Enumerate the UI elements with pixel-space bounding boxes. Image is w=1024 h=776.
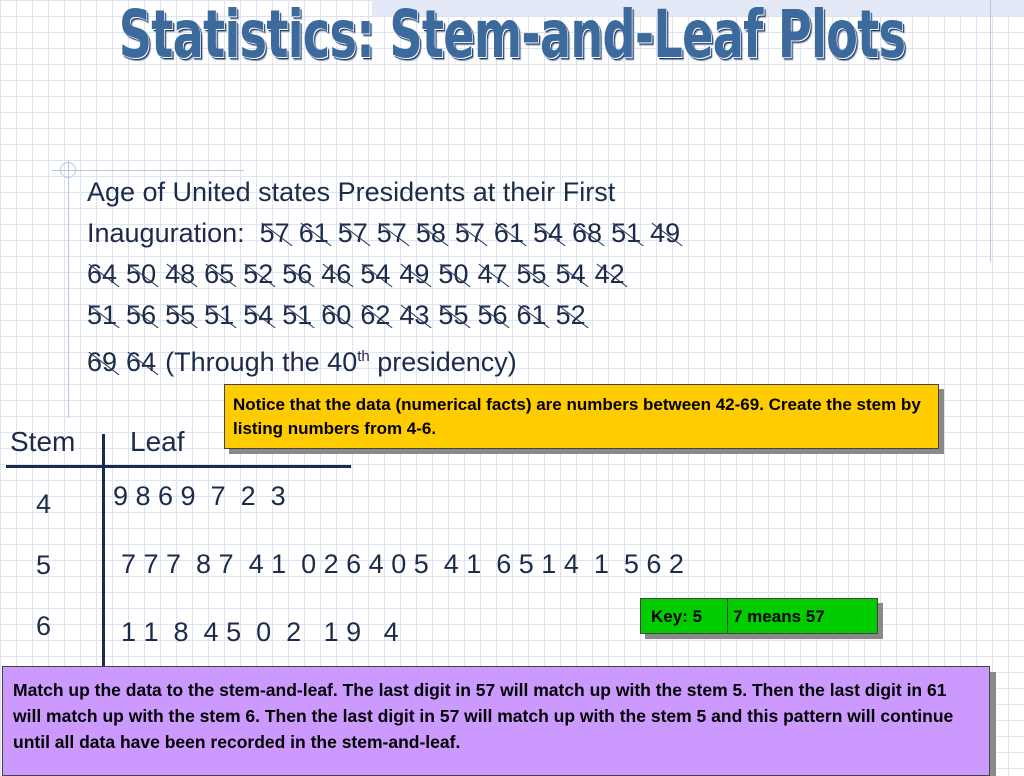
age-value: 60 (321, 295, 351, 336)
age-value: 62 (360, 295, 390, 336)
presidency-note-end: presidency) (369, 347, 517, 377)
ages-line-5 (87, 342, 165, 383)
decor-vertical-line-right (990, 0, 991, 262)
age-value: 58 (416, 213, 446, 254)
age-value: 42 (595, 254, 625, 295)
age-value: 68 (572, 213, 602, 254)
presidency-note: (Through the 40 (165, 347, 358, 377)
age-value: 57 (260, 213, 290, 254)
intro-line-1: Age of United states Presidents at their First (87, 177, 616, 207)
age-value: 43 (399, 295, 429, 336)
age-value: 61 (299, 213, 329, 254)
age-value: 57 (377, 213, 407, 254)
age-value: 57 (455, 213, 485, 254)
age-value: 64 (126, 342, 156, 383)
intro-line-5 (87, 336, 867, 383)
age-value: 54 (243, 295, 273, 336)
stem-6: 6 (36, 611, 52, 641)
age-value: 51 (87, 295, 117, 336)
decor-horizontal-line (52, 170, 244, 171)
inauguration-label: Inauguration: (87, 218, 245, 248)
page-title: Statistics: Stem-and-Leaf Plots (118, 0, 906, 73)
age-value: 49 (399, 254, 429, 295)
age-value: 61 (494, 213, 524, 254)
ages-line-2 (260, 213, 690, 254)
instructions-callout: Match up the data to the stem-and-leaf. The last digit in 57 will match up with the stem 5. Then the last digit in 61 will match up with the stem 6. Then the last digit in 57 will match up with the stem 5 and this pattern will continue until all data have been recorded in the stem-and-leaf. (2, 666, 990, 776)
key-callout (640, 598, 878, 634)
key-label: Key: 5 (651, 607, 703, 626)
age-value: 50 (438, 254, 468, 295)
age-value: 47 (477, 254, 507, 295)
leaves-4: 9 8 6 9 7 2 3 (113, 481, 286, 511)
ages-line-3 (87, 254, 634, 295)
stem-5: 5 (36, 550, 52, 580)
stem-4: 4 (36, 489, 52, 519)
age-value: 57 (338, 213, 368, 254)
age-value: 51 (611, 213, 641, 254)
age-value: 56 (282, 254, 312, 295)
age-value: 55 (438, 295, 468, 336)
age-value: 52 (556, 295, 586, 336)
age-value: 52 (243, 254, 273, 295)
age-value: 49 (650, 213, 680, 254)
age-value: 46 (321, 254, 351, 295)
age-value: 51 (204, 295, 234, 336)
leaf-header: Leaf (130, 426, 185, 457)
intro-line-2 (87, 213, 867, 254)
age-value: 51 (282, 295, 312, 336)
age-value: 54 (556, 254, 586, 295)
ages-line-4 (87, 295, 595, 336)
age-value: 50 (126, 254, 156, 295)
age-value: 69 (87, 342, 117, 383)
header-underline (6, 465, 351, 468)
decor-circle (60, 162, 76, 178)
age-value: 55 (517, 254, 547, 295)
intro-text (87, 172, 867, 383)
notice-callout: Notice that the data (numerical facts) are numbers between 42-69. Create the stem by listing numbers from 4-6. (224, 384, 939, 449)
age-value: 56 (126, 295, 156, 336)
stem-header: Stem (10, 426, 76, 457)
age-value: 48 (165, 254, 195, 295)
leaves-6: 1 1 8 4 5 0 2 1 9 4 (121, 617, 399, 647)
age-value: 55 (165, 295, 195, 336)
key-separator (727, 599, 728, 633)
intro-line-4 (87, 295, 867, 336)
intro-line-3 (87, 254, 867, 295)
age-value: 61 (517, 295, 547, 336)
ordinal-suffix: th (357, 348, 370, 365)
age-value: 56 (477, 295, 507, 336)
leaves-5: 7 7 7 8 7 4 1 0 2 6 4 0 5 4 1 6 5 1 4 1 5 6 2 (121, 549, 684, 579)
decor-vertical-line (68, 160, 69, 418)
age-value: 65 (204, 254, 234, 295)
age-value: 54 (360, 254, 390, 295)
age-value: 64 (87, 254, 117, 295)
key-meaning: 7 means 57 (733, 607, 825, 626)
age-value: 54 (533, 213, 563, 254)
